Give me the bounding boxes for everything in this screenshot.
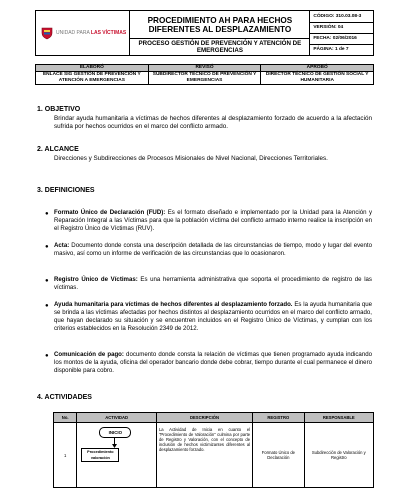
section-objetivo-text: Brindar ayuda humanitaria a víctimas de hechos diferentes al desplazamiento forzado de acuerdo a la afectación sufrida por hechos ocurridos en el marco del conflicto armado.: [54, 115, 372, 131]
document-title: PROCEDIMIENTO AH PARA HECHOS DIFERENTES AL DESPLAZAMIENTO: [130, 11, 310, 39]
date-label: FECHA: 02/06/2016: [310, 34, 373, 45]
row-responsable: Subdirección de Valoración y Registro: [304, 423, 373, 488]
coat-of-arms-icon: [40, 26, 54, 40]
col-header-responsable: RESPONSABLE: [304, 413, 373, 423]
definition-text: documento donde consta la relación de víctimas que tienen programado ayuda indicando los montos de la ayuda, oficina del operador bancario donde debe cobrar, tiempo durante el cual permanece el dinero disponible para cobro.: [54, 351, 372, 374]
col-header-actividad: ACTIVIDAD: [77, 413, 157, 423]
process-box: Procedimiento valoración: [81, 448, 119, 462]
definition-text: Es el formato diseñado e implementado por la Unidad para la Atención y Reparación Integral a las Víctimas para que la población víctima del conflicto armado interno realice la inscripción en el Registro Único de Víctimas (RUV).: [54, 209, 372, 232]
label-elaboro: ELABORÓ: [36, 65, 149, 72]
approval-table: [35, 64, 374, 85]
definition-term: Acta:: [54, 242, 70, 249]
bullet-icon: ●: [45, 244, 49, 250]
row-description: La Actividad de Inicia en cuanto el "Procedimiento de Valoración" culmina por parte de Registro y Valoración, con el concepto de inclusión de hechos victimizantes diferentes al desplazamiento forzado.: [156, 423, 252, 488]
col-header-registro: REGISTRO: [253, 413, 305, 423]
flowchart-cell: [77, 423, 157, 488]
definition-item: [45, 209, 372, 233]
value-aprobo: DIRECTOR TÉCNICO DE GESTIÓN SOCIAL Y HUMANITARIA: [261, 72, 374, 85]
definition-term: Ayuda humanitaria para víctimas de hechos diferentes al desplazamiento forzado.: [54, 301, 293, 308]
definition-term: Registro Único de Víctimas:: [54, 276, 138, 283]
definition-term: Formato Único de Declaración (FUD):: [54, 209, 166, 216]
section-alcance-title: 2. ALCANCE: [37, 146, 79, 153]
definition-text: Es la ayuda humanitaria que se brinda a las víctimas afectadas por hechos distintos al desplazamiento ocurridos en el marco del conflicto armado, que hayan declarado su situación y se encuentren incluidos en el Registro Único de Víctimas, y cumplan con los criterios establecidos en la Resolución 2349 de 2012.: [54, 301, 373, 332]
row-number: 1: [54, 423, 77, 488]
start-terminator: INICIO: [99, 427, 131, 438]
bullet-icon: ●: [45, 278, 49, 284]
section-objetivo-title: 1. OBJETIVO: [37, 106, 81, 113]
definition-item: [45, 276, 372, 292]
logo-cell: [36, 11, 130, 56]
bullet-icon: ●: [45, 353, 49, 359]
table-row: [54, 423, 374, 488]
col-header-no: No.: [54, 413, 77, 423]
col-header-descripcion: DESCRIPCIÓN: [156, 413, 252, 423]
definition-item: [45, 242, 372, 258]
definition-text: Es una herramienta administrativa que soporta el procedimiento de registro de las víctimas.: [54, 276, 372, 291]
section-alcance-text: Direcciones y Subdirecciones de Procesos Misionales de Nivel Nacional, Direcciones Territoriales.: [54, 155, 328, 162]
document-header: [35, 10, 374, 56]
definition-item: [45, 301, 373, 333]
process-name: PROCESO GESTIÓN DE PREVENCIÓN Y ATENCIÓN DE EMERGENCIAS: [130, 39, 310, 56]
definition-item: [45, 351, 372, 375]
bullet-icon: ●: [45, 303, 49, 309]
logo-text: UNIDAD PARA LAS VÍCTIMAS: [56, 30, 127, 36]
label-reviso: REVISÓ: [148, 65, 261, 72]
row-registro: Formato Único de Declaración: [253, 423, 305, 488]
label-aprobo: APROBÓ: [261, 65, 374, 72]
definition-term: Comunicación de pago:: [54, 351, 124, 358]
value-elaboro: ENLACE SIG GESTIÓN DE PREVENCIÓN Y ATENCIÓN A EMERGENCIAS: [36, 72, 149, 85]
meta-cell: [310, 11, 374, 56]
section-actividades-title: 4. ACTIVIDADES: [37, 394, 92, 401]
page-label: PÁGINA: 1 de 7: [313, 46, 349, 52]
value-reviso: SUBDIRECTOR TÉCNICO DE PREVENCIÓN Y EMERGENCIAS: [148, 72, 261, 85]
definition-text: Documento donde consta una descripción detallada de las circunstancias de tiempo, modo y lugar del evento masivo, así como un informe de verificación de las circunstancias que lo ocasionaron.: [54, 242, 372, 257]
section-definiciones-title: 3. DEFINICIONES: [37, 187, 95, 194]
bullet-icon: ●: [45, 211, 49, 217]
code-label: CÓDIGO: 310.03.08-3: [310, 12, 373, 23]
activities-table: [53, 412, 374, 488]
version-label: VERSIÓN: 04: [310, 23, 373, 34]
